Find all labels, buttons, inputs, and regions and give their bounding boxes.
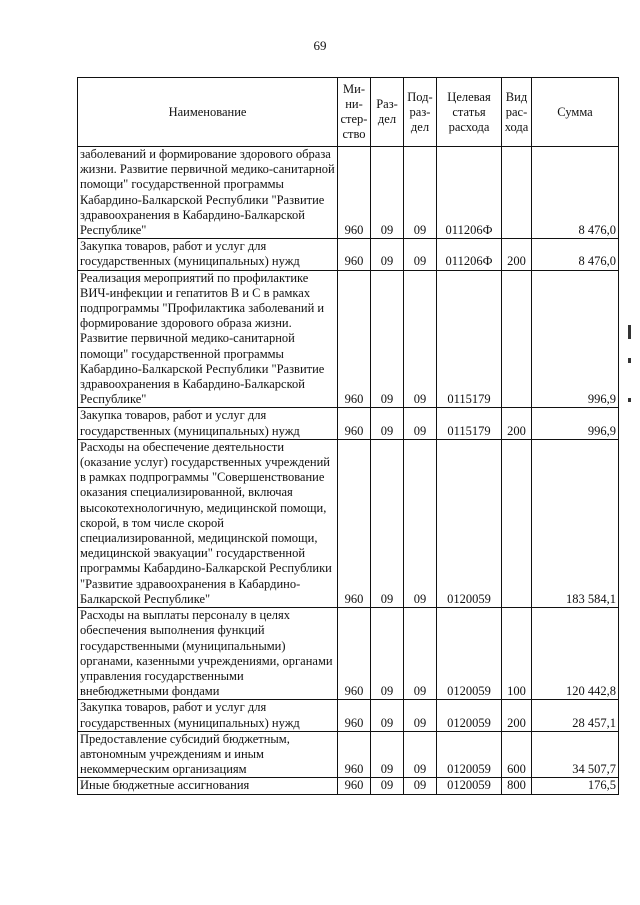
row-subsection: 09 bbox=[404, 731, 437, 778]
row-expense-type bbox=[502, 270, 532, 408]
header-expense-type: Вид рас- хода bbox=[502, 78, 532, 147]
row-ministry: 960 bbox=[338, 239, 371, 270]
table-row bbox=[78, 608, 619, 700]
row-name: Закупка товаров, работ и услуг для государственных (муниципальных) нужд bbox=[78, 239, 338, 270]
row-subsection: 09 bbox=[404, 270, 437, 408]
row-ministry: 960 bbox=[338, 439, 371, 607]
row-ministry: 960 bbox=[338, 608, 371, 700]
scan-edge-mark bbox=[628, 325, 631, 339]
row-ministry: 960 bbox=[338, 700, 371, 731]
row-expense-type bbox=[502, 439, 532, 607]
row-subsection: 09 bbox=[404, 608, 437, 700]
row-subsection: 09 bbox=[404, 439, 437, 607]
budget-table bbox=[77, 77, 619, 795]
row-name: Расходы на выплаты персоналу в целях обеспечения выполнения функций государственными (муниципальными) органами, казенными учреждениями, органами управления государственными внебюджетными фондами bbox=[78, 608, 338, 700]
row-target-item: 0120059 bbox=[437, 700, 502, 731]
row-subsection: 09 bbox=[404, 239, 437, 270]
row-expense-type: 100 bbox=[502, 608, 532, 700]
table-row bbox=[78, 439, 619, 607]
row-amount: 34 507,7 bbox=[532, 731, 619, 778]
row-expense-type: 200 bbox=[502, 239, 532, 270]
row-name: Предоставление субсидий бюджетным, автономным учреждениям и иным некоммерческим организациям bbox=[78, 731, 338, 778]
row-subsection: 09 bbox=[404, 408, 437, 439]
header-target-item: Целевая статья расхода bbox=[437, 78, 502, 147]
row-subsection: 09 bbox=[404, 778, 437, 794]
table-row bbox=[78, 239, 619, 270]
row-amount: 996,9 bbox=[532, 270, 619, 408]
row-target-item: 011206Ф bbox=[437, 147, 502, 239]
row-amount: 28 457,1 bbox=[532, 700, 619, 731]
row-amount: 176,5 bbox=[532, 778, 619, 794]
row-expense-type: 200 bbox=[502, 408, 532, 439]
page-number: 69 bbox=[313, 38, 327, 53]
row-ministry: 960 bbox=[338, 731, 371, 778]
row-section: 09 bbox=[371, 731, 404, 778]
row-section: 09 bbox=[371, 700, 404, 731]
row-ministry: 960 bbox=[338, 270, 371, 408]
row-subsection: 09 bbox=[404, 700, 437, 731]
row-amount: 8 476,0 bbox=[532, 239, 619, 270]
row-name: Закупка товаров, работ и услуг для государственных (муниципальных) нужд bbox=[78, 700, 338, 731]
header-amount: Сумма bbox=[532, 78, 619, 147]
row-name: Расходы на обеспечение деятельности (оказание услуг) государственных учреждений в рамках подпрограммы "Совершенствование оказания специализированной, включая высокотехнологичную, медицинской помощи, скорой, в том числе скорой специализированной, медицинской помощи, медицинской эвакуации" государственной программы Кабардино-Балкарской Республики "Развитие здравоохранения в Кабардино-Балкарской Республике" bbox=[78, 439, 338, 607]
row-target-item: 011206Ф bbox=[437, 239, 502, 270]
row-section: 09 bbox=[371, 147, 404, 239]
header-ministry: Ми- ни- стер- ство bbox=[338, 78, 371, 147]
row-subsection: 09 bbox=[404, 147, 437, 239]
row-target-item: 0115179 bbox=[437, 270, 502, 408]
row-ministry: 960 bbox=[338, 408, 371, 439]
row-ministry: 960 bbox=[338, 778, 371, 794]
row-section: 09 bbox=[371, 408, 404, 439]
row-amount: 120 442,8 bbox=[532, 608, 619, 700]
table-row bbox=[78, 700, 619, 731]
row-name: Закупка товаров, работ и услуг для государственных (муниципальных) нужд bbox=[78, 408, 338, 439]
row-ministry: 960 bbox=[338, 147, 371, 239]
row-target-item: 0120059 bbox=[437, 439, 502, 607]
table-row bbox=[78, 778, 619, 794]
scan-edge-mark bbox=[628, 358, 631, 363]
table-row bbox=[78, 270, 619, 408]
row-expense-type: 600 bbox=[502, 731, 532, 778]
row-expense-type bbox=[502, 147, 532, 239]
table-row bbox=[78, 731, 619, 778]
table-row bbox=[78, 147, 619, 239]
table-row bbox=[78, 408, 619, 439]
row-name: Реализация мероприятий по профилактике ВИЧ-инфекции и гепатитов В и С в рамках подпрограммы "Профилактика заболеваний и формирование здорового образа жизни. Развитие первичной медико-санитарной помощи" государственной программы Кабардино-Балкарской Республики "Развитие здравоохранения в Кабардино-Балкарской Республике" bbox=[78, 270, 338, 408]
row-amount: 8 476,0 bbox=[532, 147, 619, 239]
row-target-item: 0120059 bbox=[437, 608, 502, 700]
row-amount: 183 584,1 bbox=[532, 439, 619, 607]
row-section: 09 bbox=[371, 270, 404, 408]
row-section: 09 bbox=[371, 778, 404, 794]
row-target-item: 0120059 bbox=[437, 778, 502, 794]
row-target-item: 0120059 bbox=[437, 731, 502, 778]
row-target-item: 0115179 bbox=[437, 408, 502, 439]
table-header-row bbox=[78, 78, 619, 147]
row-name: Иные бюджетные ассигнования bbox=[78, 778, 338, 794]
header-name: Наименование bbox=[78, 78, 338, 147]
header-subsection: Под- раз- дел bbox=[404, 78, 437, 147]
header-section: Раз- дел bbox=[371, 78, 404, 147]
scan-edge-mark bbox=[628, 398, 631, 402]
row-expense-type: 800 bbox=[502, 778, 532, 794]
row-section: 09 bbox=[371, 608, 404, 700]
row-name: заболеваний и формирование здорового образа жизни. Развитие первичной медико-санитарной помощи" государственной программы Кабардино-Балкарской Республики "Развитие здравоохранения в Кабардино-Балкарской Республике" bbox=[78, 147, 338, 239]
row-expense-type: 200 bbox=[502, 700, 532, 731]
row-amount: 996,9 bbox=[532, 408, 619, 439]
row-section: 09 bbox=[371, 439, 404, 607]
row-section: 09 bbox=[371, 239, 404, 270]
